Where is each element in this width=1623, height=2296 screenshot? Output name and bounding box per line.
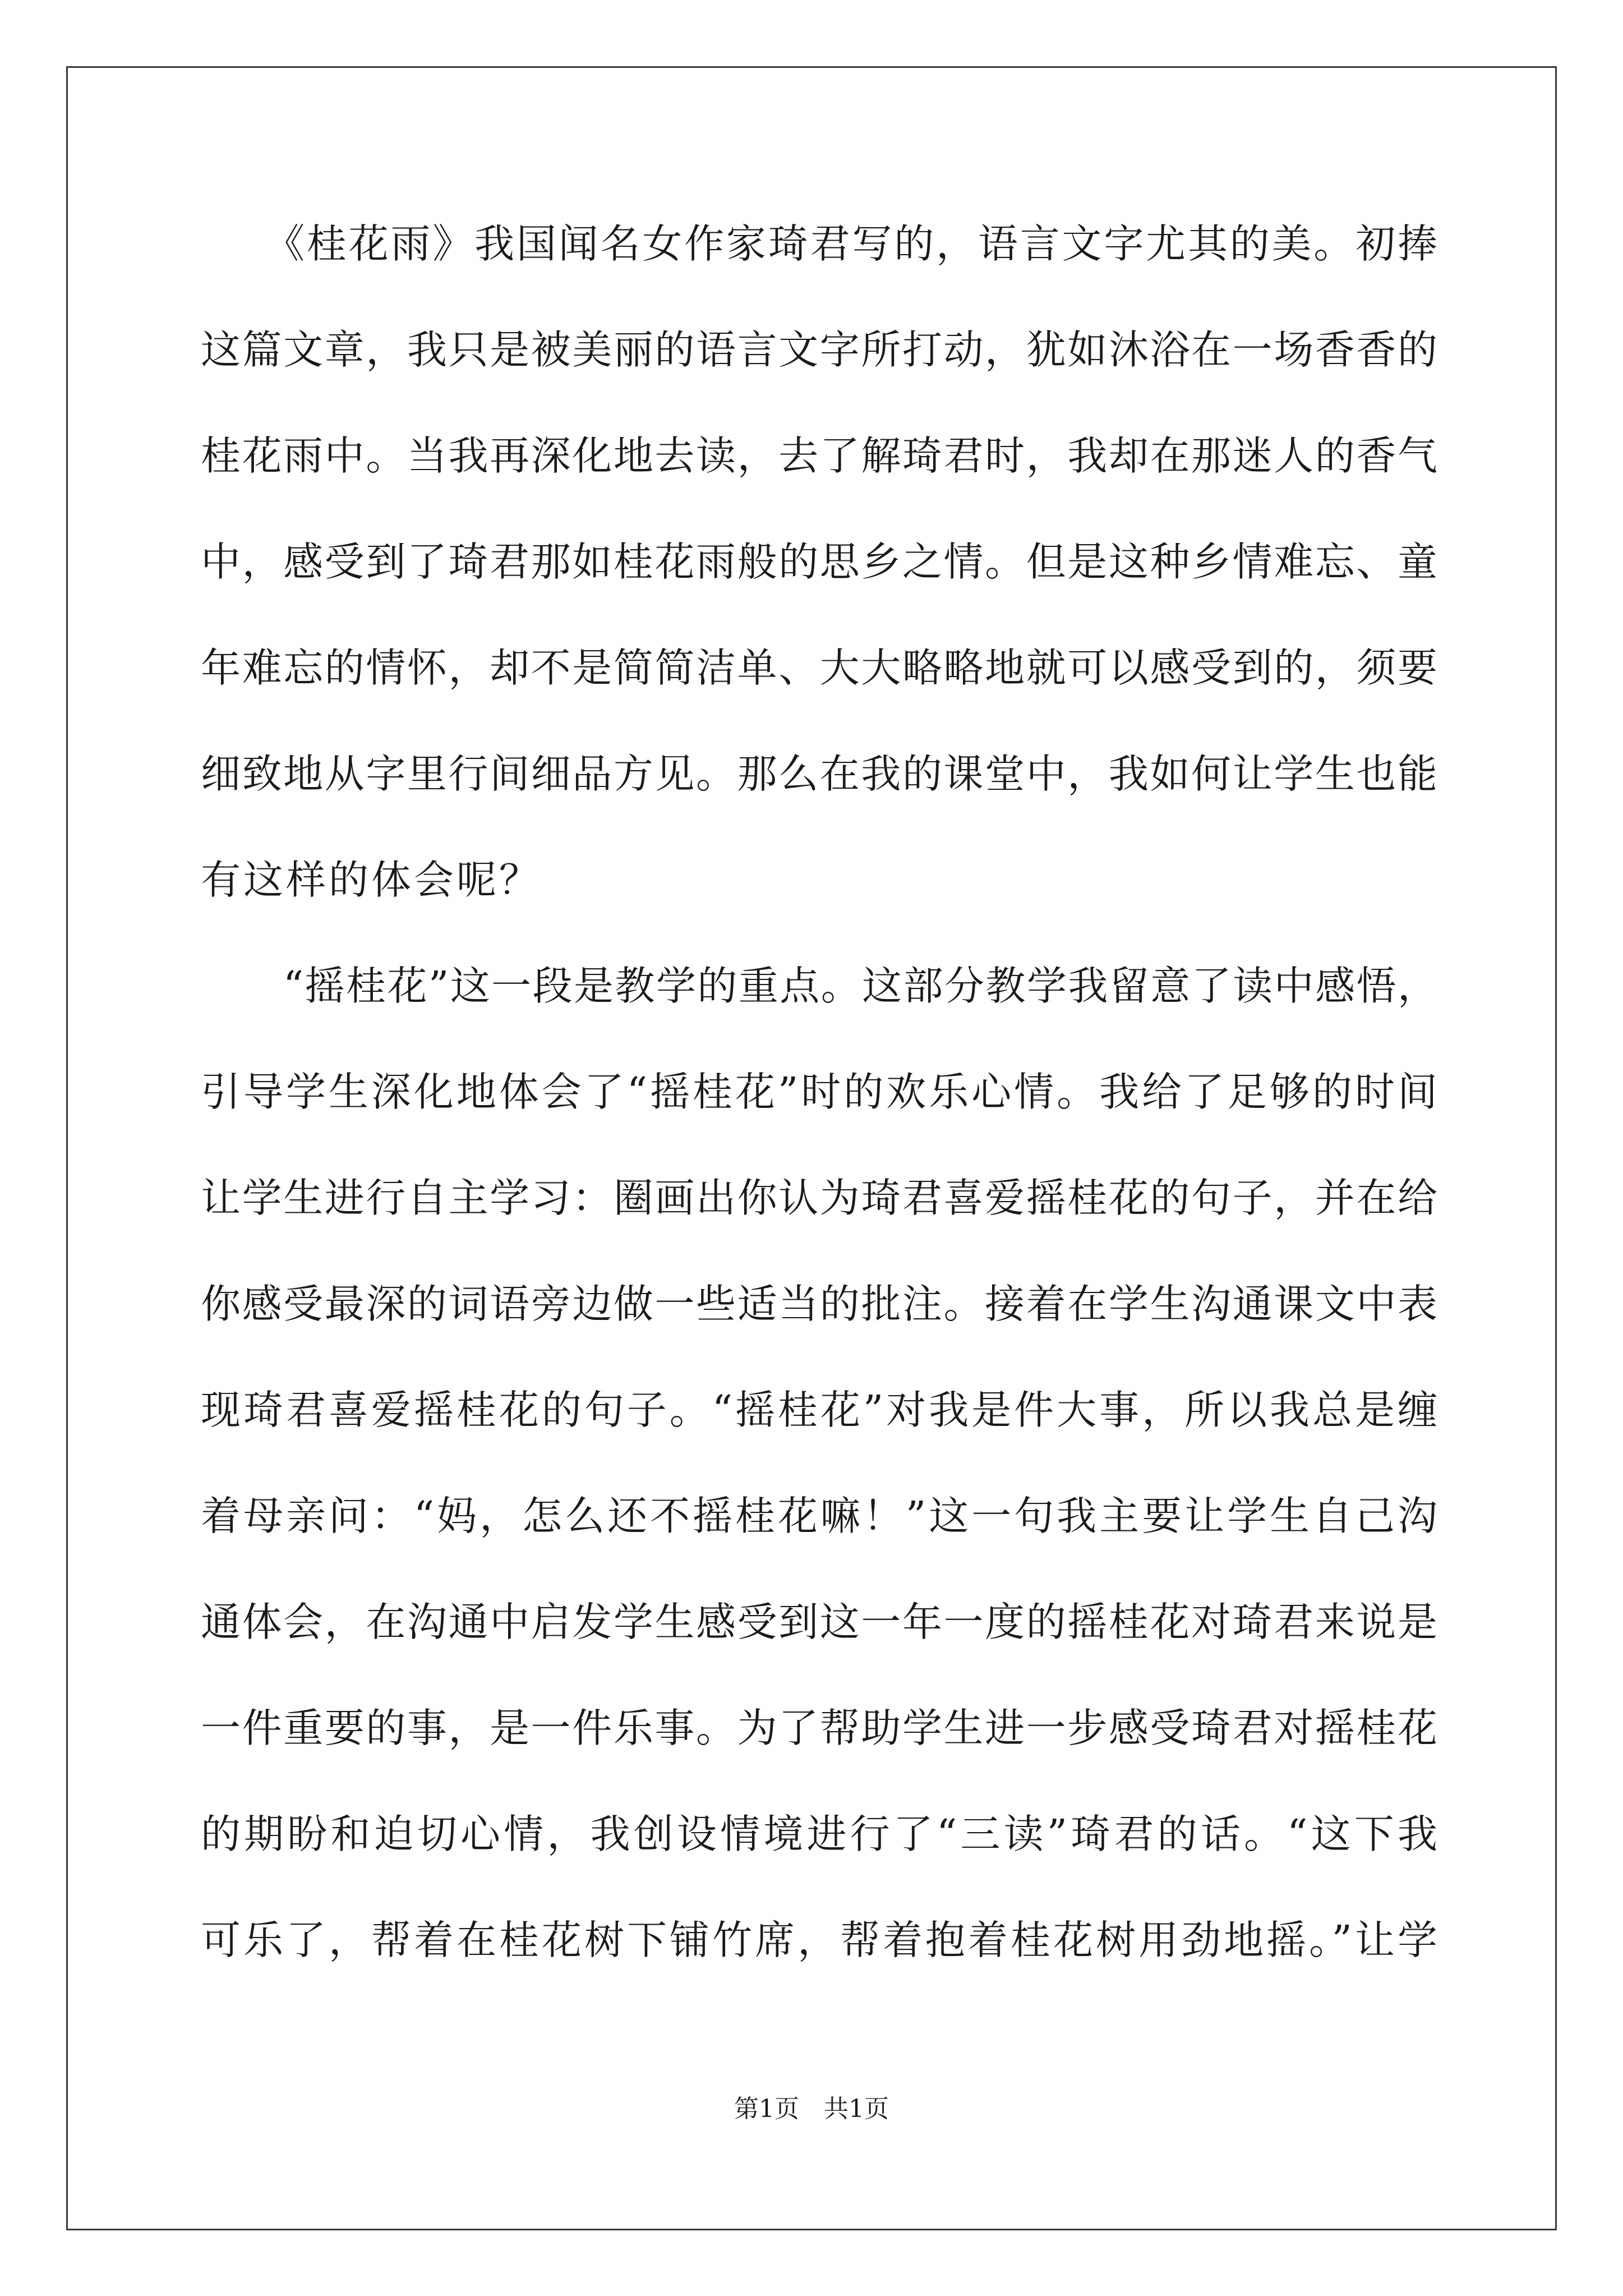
text-line: “摇桂花”这一段是教学的重点。这部分教学我留意了读中感悟， [201, 963, 1437, 1009]
text-line: 桂花雨中。当我再深化地去读，去了解琦君时，我却在那迷人的香气 [201, 432, 1437, 479]
text-line: 《桂花雨》我国闻名女作家琦君写的，语言文字尤其的美。初捧 [201, 220, 1437, 267]
text-line: 一件重要的事，是一件乐事。为了帮助学生进一步感受琦君对摇桂花 [201, 1705, 1437, 1751]
text-line: 引导学生深化地体会了“摇桂花”时的欢乐心情。我给了足够的时间 [201, 1069, 1437, 1115]
text-line: 年难忘的情怀，却不是简简洁单、大大略略地就可以感受到的，须要 [201, 645, 1437, 691]
text-line: 这篇文章，我只是被美丽的语言文字所打动，犹如沐浴在一场香香的 [201, 326, 1437, 373]
text-line: 可乐了，帮着在桂花树下铺竹席，帮着抱着桂花树用劲地摇。”让学 [201, 1917, 1437, 1963]
text-line: 细致地从字里行间细品方见。那么在我的课堂中，我如何让学生也能 [201, 751, 1437, 797]
text-line: 现琦君喜爱摇桂花的句子。“摇桂花”对我是件大事，所以我总是缠 [201, 1387, 1437, 1433]
page-border [66, 66, 1557, 2230]
text-line: 你感受最深的词语旁边做一些适当的批注。接着在学生沟通课文中表 [201, 1281, 1437, 1327]
text-line: 有这样的体会呢？ [201, 857, 542, 903]
text-line: 通体会，在沟通中启发学生感受到这一年一度的摇桂花对琦君来说是 [201, 1599, 1437, 1645]
text-line: 中，感受到了琦君那如桂花雨般的思乡之情。但是这种乡情难忘、童 [201, 539, 1437, 585]
page-number: 第1页 共1页 [734, 2095, 889, 2123]
text-line: 的期盼和迫切心情，我创设情境进行了“三读”琦君的话。“这下我 [201, 1811, 1437, 1857]
text-line: 着母亲问：“妈，怎么还不摇桂花嘛！”这一句我主要让学生自己沟 [201, 1493, 1437, 1539]
text-line: 让学生进行自主学习：圈画出你认为琦君喜爱摇桂花的句子，并在给 [201, 1175, 1437, 1221]
